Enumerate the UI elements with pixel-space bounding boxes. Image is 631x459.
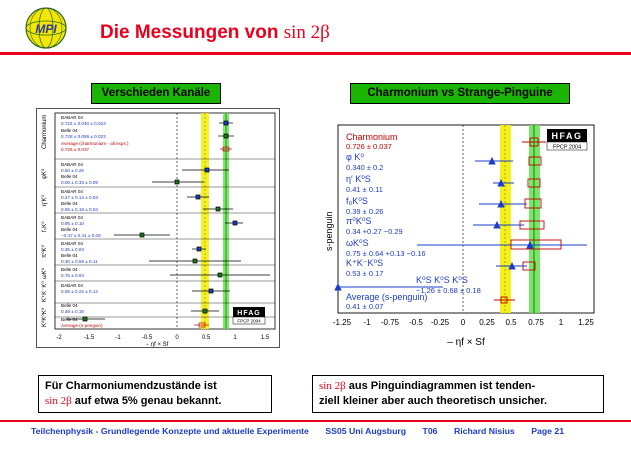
left-plot — [37, 109, 279, 347]
group-label-omegak0: ωK⁰ — [42, 267, 48, 279]
entry-name: Belle 04 — [61, 317, 78, 322]
entry-name: π⁰K⁰S — [346, 216, 372, 226]
charmonium-value: 0.726 ± 0.037 — [346, 142, 392, 151]
entry-name: BABAR 04 — [61, 241, 83, 246]
x-tick: -0.75 — [380, 318, 400, 327]
entry-value: 0.27 ± 0.14 ± 0.03 — [61, 195, 98, 200]
x-tick: 0.25 — [479, 318, 495, 327]
x-tick: -0.5 — [409, 318, 423, 327]
title-text: Die Messungen von — [100, 22, 279, 43]
entry-value: 0.41 ± 0.11 — [346, 185, 383, 194]
right-note-math: sin 2β — [319, 380, 346, 392]
entry-name: BABAR 04 — [61, 215, 83, 220]
footer-rule — [0, 420, 631, 422]
left-note-line2: auf etwa 5% genau bekannt. — [74, 395, 222, 407]
entry-value: 0.41 ± 0.07 — [346, 302, 384, 311]
entry-name: Belle 04 — [61, 303, 78, 308]
slide-title — [100, 22, 330, 44]
footer-term: SS05 Uni Augsburg — [325, 426, 407, 436]
entry-name: BABAR 04 — [61, 189, 83, 194]
hfag-sub: FPCP 2004 — [552, 144, 582, 151]
entry-name: Average (s-penguin) — [61, 323, 103, 328]
left-panel-label: Verschieden Kanäle — [91, 83, 221, 104]
x-tick: 0.5 — [201, 335, 211, 341]
entry-name: Belle 04 — [61, 174, 78, 179]
right-plot — [316, 109, 598, 359]
title-math: sin 2β — [283, 22, 330, 43]
group-label-pi0k0: π⁰K⁰ — [42, 245, 48, 258]
entry-value: 0.728 ± 0.056 ± 0.023 — [61, 134, 106, 139]
x-tick: -0.25 — [430, 318, 450, 327]
right-note-line1: aus Pinguindiagrammen ist tenden- — [348, 380, 536, 392]
x-tick: -2 — [56, 335, 62, 341]
x-tick: 1 — [233, 335, 237, 341]
header-rule — [0, 52, 631, 55]
hfag-sub: FPCP 2004 — [237, 318, 261, 324]
group-label-f0k0: f₀K⁰ — [42, 221, 48, 232]
footer-page: Page 21 — [531, 426, 565, 436]
mpi-logo-graphic — [24, 6, 68, 50]
entry-name: Average (s-penguin) — [346, 292, 428, 302]
entry-name: ωK⁰S — [346, 238, 369, 248]
entry-value: 0.55 ± 0.22 ± 0.12 — [61, 289, 98, 294]
entry-value: 0.75 ± 0.64 — [61, 273, 84, 278]
entry-value: 0.34 +0.27 −0.29 — [346, 227, 403, 236]
mpi-logo — [24, 6, 68, 50]
right-panel-label: Charmonium vs Strange-Pinguine — [350, 83, 570, 104]
left-plot-panel — [36, 108, 280, 348]
x-tick: 1 — [558, 318, 564, 327]
left-note — [38, 375, 272, 413]
entry-name: f₀K⁰S — [346, 196, 368, 206]
group-label-etaprimek0: η′K⁰ — [42, 195, 48, 206]
x-tick: 1.5 — [260, 335, 270, 341]
entry-value: 0.75 ± 0.64 +0.13 −0.16 — [346, 249, 426, 258]
x-tick: -1.25 — [332, 318, 352, 327]
entry-name: η′ K⁰S — [346, 174, 371, 184]
x-tick: -1 — [363, 318, 371, 327]
left-note-line1: Für Charmoniumendzustände ist — [45, 380, 217, 392]
footer-slide-id: T06 — [422, 426, 438, 436]
x-tick: -1 — [115, 335, 121, 341]
entry-value: 0.95 ± 0.10 — [61, 221, 84, 226]
x-tick: 0 — [460, 318, 466, 327]
hfag-tag: HFAG — [237, 310, 261, 317]
entry-name: φ K⁰ — [346, 152, 364, 162]
entry-name: Belle 04 — [61, 227, 78, 232]
entry-name: Belle 04 — [61, 267, 78, 272]
entry-name: K⁺K⁻K⁰S — [346, 258, 384, 268]
group-label-phik0: φK⁰ — [42, 168, 48, 179]
entry-name: Belle 04 — [61, 201, 78, 206]
footer-course: Teilchenphysik - Grundlegende Konzepte und aktuelle Experimente — [31, 426, 309, 436]
entry-value: 0.30 ± 0.59 ± 0.11 — [61, 259, 98, 264]
entry-name: Belle 04 — [61, 253, 78, 258]
entry-value: −1.26 ± 0.68 ± 0.18 — [416, 286, 481, 295]
x-tick: 1.25 — [578, 318, 594, 327]
group-label-charmonium: Charmonium — [42, 114, 48, 149]
entry-name: BABAR 04 — [61, 115, 83, 120]
footer-author: Richard Nisius — [453, 426, 515, 436]
entry-value: 0.06 ± 0.33 ± 0.09 — [61, 180, 98, 185]
entry-name: Belle 04 — [61, 128, 78, 133]
x-tick: 0 — [175, 335, 179, 341]
entry-name: BABAR 04 — [61, 162, 83, 167]
charmonium-label: Charmonium — [346, 132, 398, 142]
x-axis-label: − ηf × Sf — [145, 342, 169, 347]
x-tick: 0.5 — [505, 318, 517, 327]
y-axis-label: s-penguin — [324, 211, 334, 251]
x-tick: -1.5 — [83, 335, 95, 341]
entry-value: 0.35 ± 0.04 — [61, 247, 84, 252]
entry-value: 0.340 ± 0.2 — [346, 163, 384, 172]
right-note-line2: ziell kleiner aber auch theoretisch unsicher. — [319, 395, 548, 407]
entry-name: K⁰S K⁰S K⁰S — [416, 275, 468, 285]
entry-value: −0.47 ± 0.41 ± 0.08 — [61, 233, 101, 238]
entry-value: 0.726 ± 0.037 — [61, 147, 90, 152]
group-label-kkk0: K⁺K⁻K⁰ — [42, 281, 48, 302]
x-tick: -0.5 — [141, 335, 153, 341]
entry-value: 0.65 ± 0.18 ± 0.04 — [61, 207, 98, 212]
right-plot-panel — [316, 109, 598, 359]
x-axis-label: – ηf × Sf — [447, 337, 485, 348]
group-label-k0k0k0: K⁰K⁰K⁰ — [42, 307, 48, 327]
entry-value: 0.722 ± 0.040 ± 0.023 — [61, 121, 106, 126]
x-tick: 0.75 — [528, 318, 544, 327]
hfag-tag: HFAG — [551, 131, 583, 141]
entry-name: Average (charmonium - all exps.) — [61, 141, 129, 146]
entry-value: 0.39 ± 0.26 — [346, 207, 384, 216]
svg-text:MPI: MPI — [35, 22, 57, 36]
left-note-math: sin 2β — [45, 395, 72, 407]
entry-value: 0.53 ± 0.17 — [346, 269, 384, 278]
entry-name: BABAR 04 — [61, 283, 83, 288]
right-note — [312, 375, 604, 413]
footer — [31, 426, 564, 436]
entry-value: 0.49 ± 0.18 — [61, 309, 84, 314]
entry-value: 0.50 ± 0.25 — [61, 168, 84, 173]
